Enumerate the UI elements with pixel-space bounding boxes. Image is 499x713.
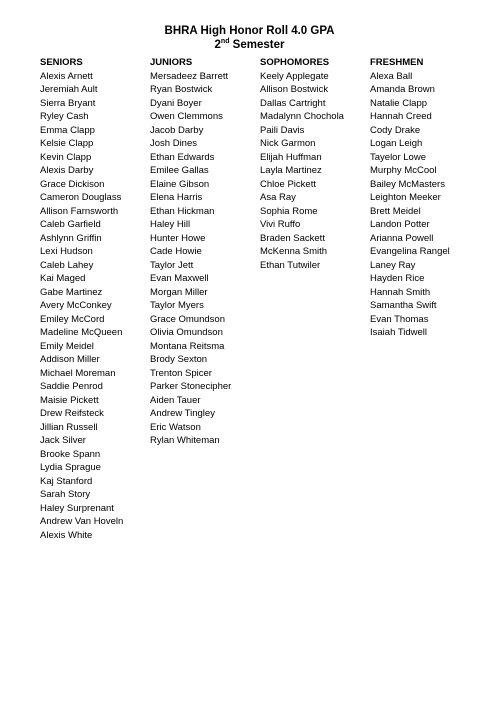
student-name: Mersadeez Barrett — [150, 70, 229, 82]
student-name: Leighton Meeker — [370, 192, 441, 203]
student-name: Saddie Penrod — [40, 381, 103, 392]
student-name: Amanda Brown — [370, 84, 435, 95]
student-name: Cameron Douglass — [40, 192, 122, 203]
student-name: Kevin Clapp — [40, 151, 92, 163]
student-name: Bailey McMasters — [370, 178, 445, 190]
student-name: Brody Sexton — [150, 354, 208, 365]
student-name: Ryan Bostwick — [150, 84, 213, 95]
column-juniors — [150, 56, 262, 448]
name-list — [370, 70, 482, 340]
column-sophomores — [260, 56, 372, 272]
student-name: Elijah Huffman — [260, 151, 322, 163]
student-name: Addison Miller — [40, 354, 100, 365]
student-name: Brooke Spann — [40, 448, 101, 460]
student-name: Caleb Garfield — [40, 219, 101, 230]
student-name: Elaine Gibson — [150, 178, 210, 190]
student-name: Chloe Pickett — [260, 178, 316, 190]
student-name: Logan Leigh — [370, 138, 423, 149]
student-name: Kai Maged — [40, 273, 86, 284]
student-name: Alexis White — [40, 529, 93, 541]
student-name: Jillian Russell — [40, 421, 98, 433]
student-name: Cody Drake — [370, 124, 421, 136]
student-name: Andrew Van Hoveln — [40, 516, 124, 527]
student-name: Jeremiah Ault — [40, 84, 98, 95]
student-name: Ryley Cash — [40, 111, 89, 122]
student-name: Murphy McCool — [370, 165, 437, 176]
student-name: Alexis Darby — [40, 165, 94, 176]
student-name: Evangelina Rangel — [370, 246, 450, 257]
student-name: Asa Ray — [260, 192, 296, 203]
student-name: Elena Harris — [150, 192, 203, 203]
name-list — [260, 70, 372, 273]
column-seniors — [40, 56, 152, 542]
student-name: Laney Ray — [370, 259, 416, 271]
student-name: Maisie Pickett — [40, 394, 99, 406]
student-name: Morgan Miller — [150, 286, 208, 298]
student-name: Taylor Myers — [150, 300, 204, 311]
student-name: Dyani Boyer — [150, 97, 202, 109]
student-name: Olivia Omundson — [150, 327, 223, 338]
column-heading: SOPHOMORES — [260, 57, 330, 68]
column-heading: SENIORS — [40, 57, 83, 68]
student-name: Dallas Cartright — [260, 97, 326, 109]
student-name: Michael Moreman — [40, 367, 116, 379]
student-name: Caleb Lahey — [40, 259, 94, 271]
student-name: Tayelor Lowe — [370, 151, 426, 163]
student-name: Owen Clemmons — [150, 111, 223, 122]
student-name: Isaiah Tidwell — [370, 327, 428, 338]
student-name: Madalynn Chochola — [260, 111, 344, 122]
student-name: Andrew Tingley — [150, 408, 215, 419]
student-name: Jack Silver — [40, 435, 86, 446]
student-name: Evan Thomas — [370, 313, 429, 325]
student-name: Keely Applegate — [260, 70, 329, 82]
student-name: Montana Reitsma — [150, 340, 225, 352]
student-name: Cade Howie — [150, 246, 202, 257]
student-name: Natalie Clapp — [370, 97, 428, 109]
student-name: Grace Dickison — [40, 178, 105, 190]
student-name: Rylan Whiteman — [150, 435, 220, 446]
student-name: Braden Sackett — [260, 232, 325, 244]
student-name: Hannah Creed — [370, 111, 432, 122]
subtitle-semester: Semester — [229, 39, 285, 51]
student-name: Sophia Rome — [260, 205, 318, 217]
student-name: Emilee Gallas — [150, 165, 209, 176]
student-name: Ashlynn Griffin — [40, 232, 102, 244]
student-name: Sierra Bryant — [40, 97, 96, 109]
student-name: Sarah Story — [40, 489, 91, 500]
student-name: Ethan Tutwiler — [260, 259, 321, 271]
student-name: Lydia Sprague — [40, 462, 101, 473]
student-name: Aiden Tauer — [150, 394, 201, 406]
student-name: Josh Dines — [150, 138, 197, 149]
student-name: Arianna Powell — [370, 232, 434, 244]
student-name: Madeline McQueen — [40, 327, 123, 338]
name-list — [150, 70, 262, 448]
student-name: Haley Hill — [150, 219, 191, 230]
student-name: Alexa Ball — [370, 70, 413, 82]
student-name: Jacob Darby — [150, 124, 204, 136]
student-name: Lexi Hudson — [40, 246, 93, 257]
student-name: Paili Davis — [260, 124, 305, 136]
student-name: Hayden Rice — [370, 273, 425, 284]
student-name: Ethan Hickman — [150, 205, 215, 217]
document-subtitle — [0, 38, 499, 52]
column-heading: FRESHMEN — [370, 57, 424, 68]
student-name: Emma Clapp — [40, 124, 95, 136]
subtitle-ordinal-suffix: nd — [220, 38, 230, 46]
student-name: Haley Surprenant — [40, 502, 114, 514]
document-title: BHRA High Honor Roll 4.0 GPA — [164, 25, 335, 37]
student-name: Vivi Ruffo — [260, 219, 301, 230]
student-name: Landon Potter — [370, 219, 430, 230]
student-name: Kaj Stanford — [40, 475, 93, 487]
column-heading: JUNIORS — [150, 57, 193, 68]
student-name: Kelsie Clapp — [40, 138, 94, 149]
student-name: Emily Meidel — [40, 340, 94, 352]
student-name: Samantha Swift — [370, 300, 437, 311]
subtitle-ordinal: 2 — [214, 39, 221, 51]
student-name: Drew Reifsteck — [40, 408, 104, 419]
student-name: Emiley McCord — [40, 313, 105, 325]
name-list — [40, 70, 152, 543]
student-name: Taylor Jett — [150, 259, 194, 271]
student-name: Ethan Edwards — [150, 151, 215, 163]
student-name: Parker Stonecipher — [150, 381, 232, 392]
student-name: Hunter Howe — [150, 232, 206, 244]
column-freshmen — [370, 56, 482, 340]
student-name: Allison Farnsworth — [40, 205, 119, 217]
student-name: Grace Omundson — [150, 313, 225, 325]
student-name: Trenton Spicer — [150, 367, 212, 379]
student-name: Brett Meidel — [370, 205, 421, 217]
student-name: Nick Garmon — [260, 138, 316, 149]
student-name: Allison Bostwick — [260, 84, 329, 95]
student-name: Avery McConkey — [40, 300, 112, 311]
student-name: Eric Watson — [150, 421, 201, 433]
student-name: Layla Martinez — [260, 165, 322, 176]
student-name: McKenna Smith — [260, 246, 328, 257]
student-name: Alexis Arnett — [40, 70, 93, 82]
student-name: Evan Maxwell — [150, 273, 209, 284]
student-name: Gabe Martinez — [40, 286, 103, 298]
student-name: Hannah Smith — [370, 286, 431, 298]
